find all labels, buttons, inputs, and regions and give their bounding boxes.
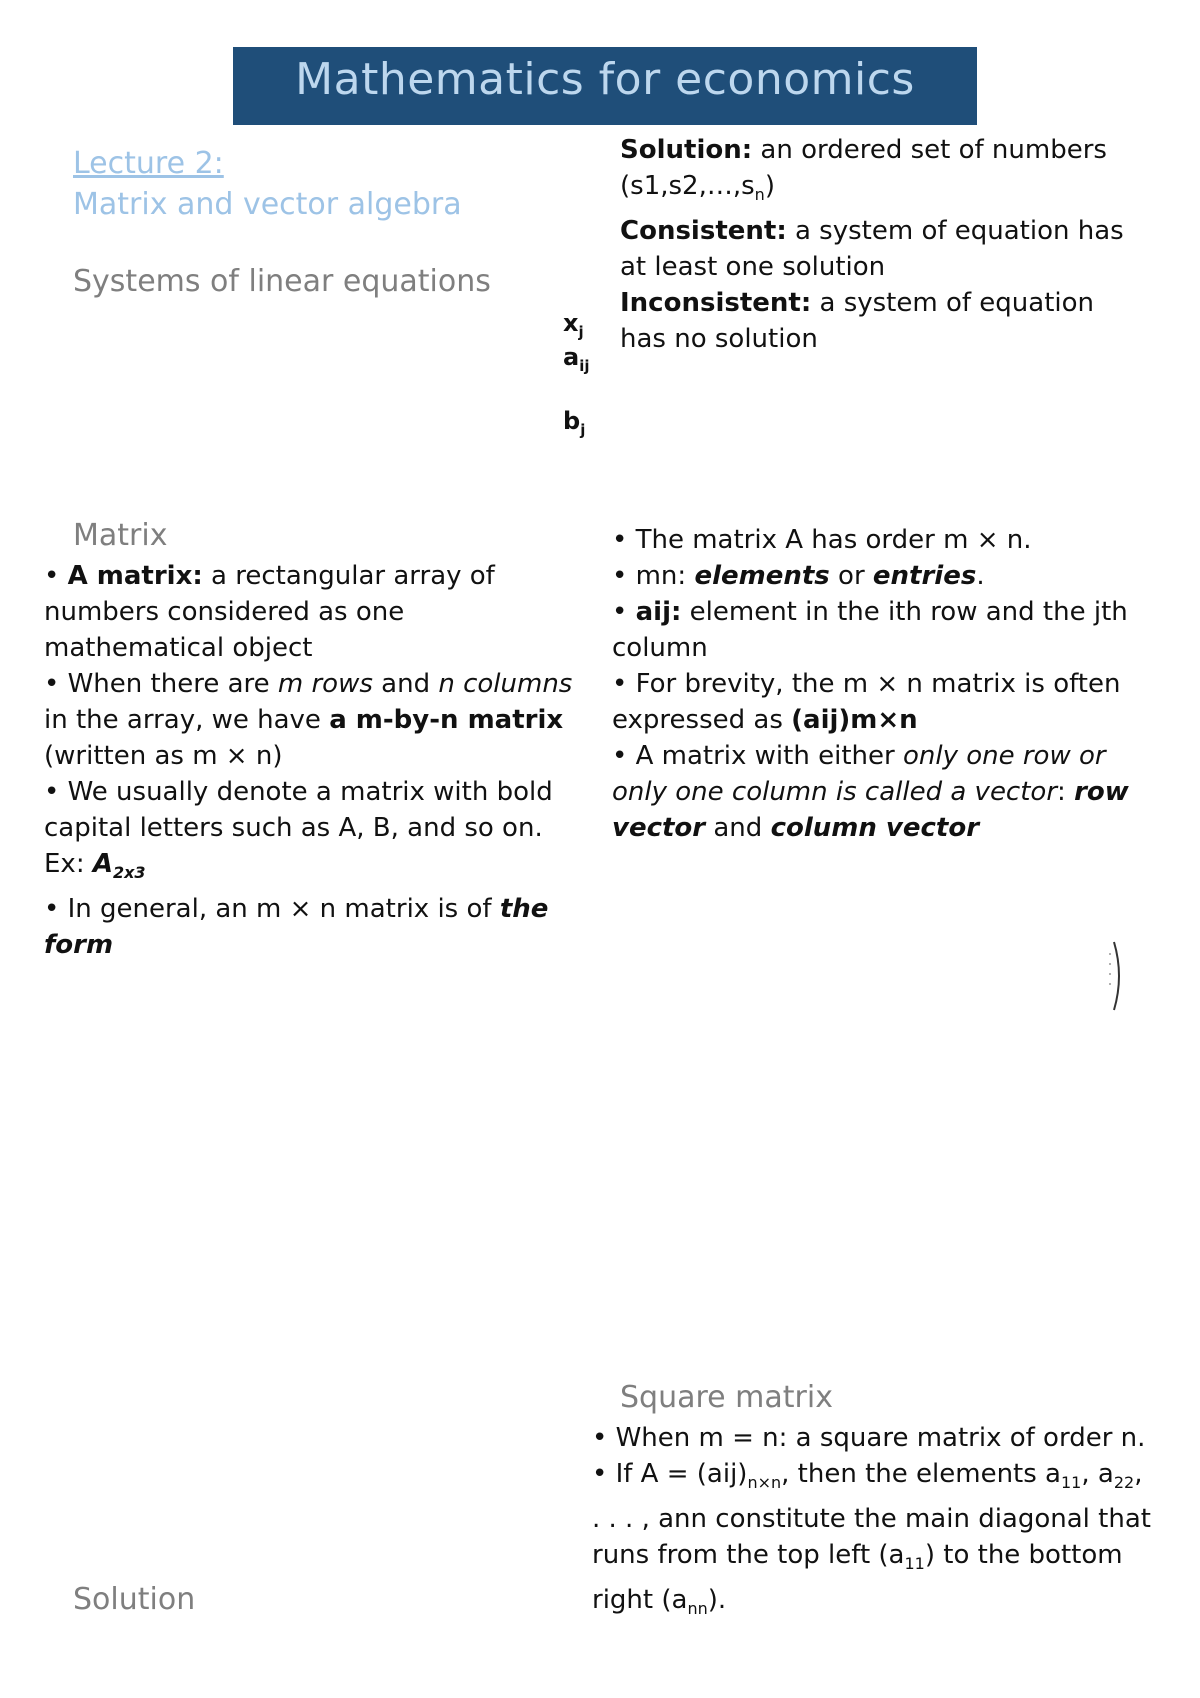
- systems-heading: Systems of linear equations: [73, 264, 491, 299]
- definition-inconsistent: [620, 285, 1140, 357]
- text: .: [976, 561, 985, 591]
- square-matrix-heading: Square matrix: [620, 1380, 833, 1415]
- the-form: the form: [44, 894, 549, 961]
- matrix-term: A matrix:: [67, 561, 203, 591]
- right-bullet-3: [612, 594, 1152, 666]
- text: , a: [1081, 1459, 1114, 1489]
- variable-x: [563, 308, 584, 347]
- text: • We usually denote a matrix with bold capital letters such as A, B, and so on. Ex:: [44, 777, 553, 879]
- vector-definition: only one row or only one column is called a vector: [612, 741, 1106, 807]
- text: , . . . , ann constitute the main diagonal that runs from the top left (a: [592, 1459, 1151, 1571]
- text: and: [372, 669, 439, 699]
- text: and: [705, 813, 771, 843]
- solution-subscript: n: [754, 185, 765, 205]
- text: • For brevity, the m × n matrix is often expressed as: [612, 669, 1121, 735]
- example-matrix: A: [92, 849, 113, 879]
- variable-b: [563, 406, 585, 445]
- aij-term: aij:: [635, 597, 682, 627]
- variable-x-symbol: x: [563, 309, 579, 337]
- example-subscript: 2x3: [112, 863, 146, 883]
- consistent-term: Consistent:: [620, 216, 787, 247]
- matrix-left-block: [44, 558, 584, 963]
- variable-a-subscript: ij: [579, 356, 590, 375]
- m-by-n-term: a m-by-n matrix: [329, 705, 564, 735]
- variable-a-symbol: a: [563, 343, 580, 371]
- text: (written as m × n): [44, 741, 283, 771]
- definitions-block: [620, 132, 1140, 357]
- text: • mn:: [612, 561, 695, 591]
- subscript: 11: [904, 1554, 925, 1574]
- text: in the array, we have: [44, 705, 330, 735]
- matrix-right-block: [612, 522, 1152, 846]
- elements-term: elements: [694, 561, 830, 591]
- matrix-heading: Matrix: [73, 518, 168, 553]
- text: • In general, an m × n matrix is of: [44, 894, 500, 925]
- text: :: [1057, 777, 1075, 807]
- right-bullet-5: [612, 738, 1152, 846]
- subscript: 22: [1113, 1473, 1135, 1493]
- square-bullet-2: [592, 1456, 1152, 1628]
- matrix-bracket-fragment: [1108, 940, 1126, 1012]
- solution-text-end: ): [764, 171, 775, 201]
- square-bullet-1: • When m = n: a square matrix of order n.: [592, 1423, 1146, 1453]
- page-banner-title: Mathematics for economics: [233, 47, 977, 125]
- subscript: n×n: [747, 1473, 782, 1493]
- square-matrix-block: [592, 1420, 1152, 1628]
- row-vector-term: row vector: [612, 777, 1129, 843]
- lecture-title: Matrix and vector algebra: [73, 187, 462, 222]
- bullet: •: [612, 597, 636, 627]
- aij-notation: (aij)m×n: [791, 705, 918, 735]
- entries-term: entries: [872, 561, 977, 591]
- column-vector-term: column vector: [770, 813, 980, 843]
- definition-solution: [620, 132, 1140, 213]
- solution-text: an ordered set of numbers (s1,s2,…,s: [620, 135, 1107, 201]
- matrix-bullet-3: [44, 774, 584, 891]
- text: or: [829, 561, 873, 591]
- text: , then the elements a: [781, 1459, 1061, 1489]
- right-bullet-1: • The matrix A has order m × n.: [612, 525, 1032, 555]
- text: • If A = (aij): [592, 1459, 748, 1489]
- variable-b-subscript: j: [580, 420, 586, 439]
- variable-b-symbol: b: [563, 407, 581, 435]
- m-rows: m rows: [277, 669, 373, 699]
- right-bullet-4: [612, 666, 1152, 738]
- text: element in the ith row and the jth column: [612, 597, 1128, 663]
- matrix-bullet-1: [44, 558, 584, 666]
- consistent-text: a system of equation has at least one solution: [620, 216, 1124, 283]
- bullet: •: [44, 561, 68, 591]
- matrix-definition: a rectangular array of numbers considered as one mathematical object: [44, 561, 495, 663]
- variable-a: [563, 342, 590, 381]
- solution-term: Solution:: [620, 135, 753, 165]
- definition-consistent: [620, 213, 1140, 285]
- subscript: nn: [687, 1599, 708, 1619]
- solution-heading: Solution: [73, 1582, 196, 1617]
- text: • When there are: [44, 669, 278, 699]
- variable-x-subscript: j: [578, 322, 584, 341]
- lecture-link[interactable]: Lecture 2:: [73, 146, 224, 181]
- text: ) to the bottom right (a: [592, 1540, 1123, 1616]
- right-bullet-2: [612, 558, 1152, 594]
- matrix-bullet-4: [44, 891, 584, 963]
- inconsistent-text: a system of equation has no solution: [620, 288, 1094, 355]
- n-columns: n columns: [438, 669, 573, 699]
- subscript: 11: [1061, 1473, 1082, 1493]
- text: ).: [707, 1585, 727, 1616]
- matrix-bullet-2: [44, 666, 584, 774]
- text: • A matrix with either: [612, 741, 903, 771]
- inconsistent-term: Inconsistent:: [620, 288, 812, 319]
